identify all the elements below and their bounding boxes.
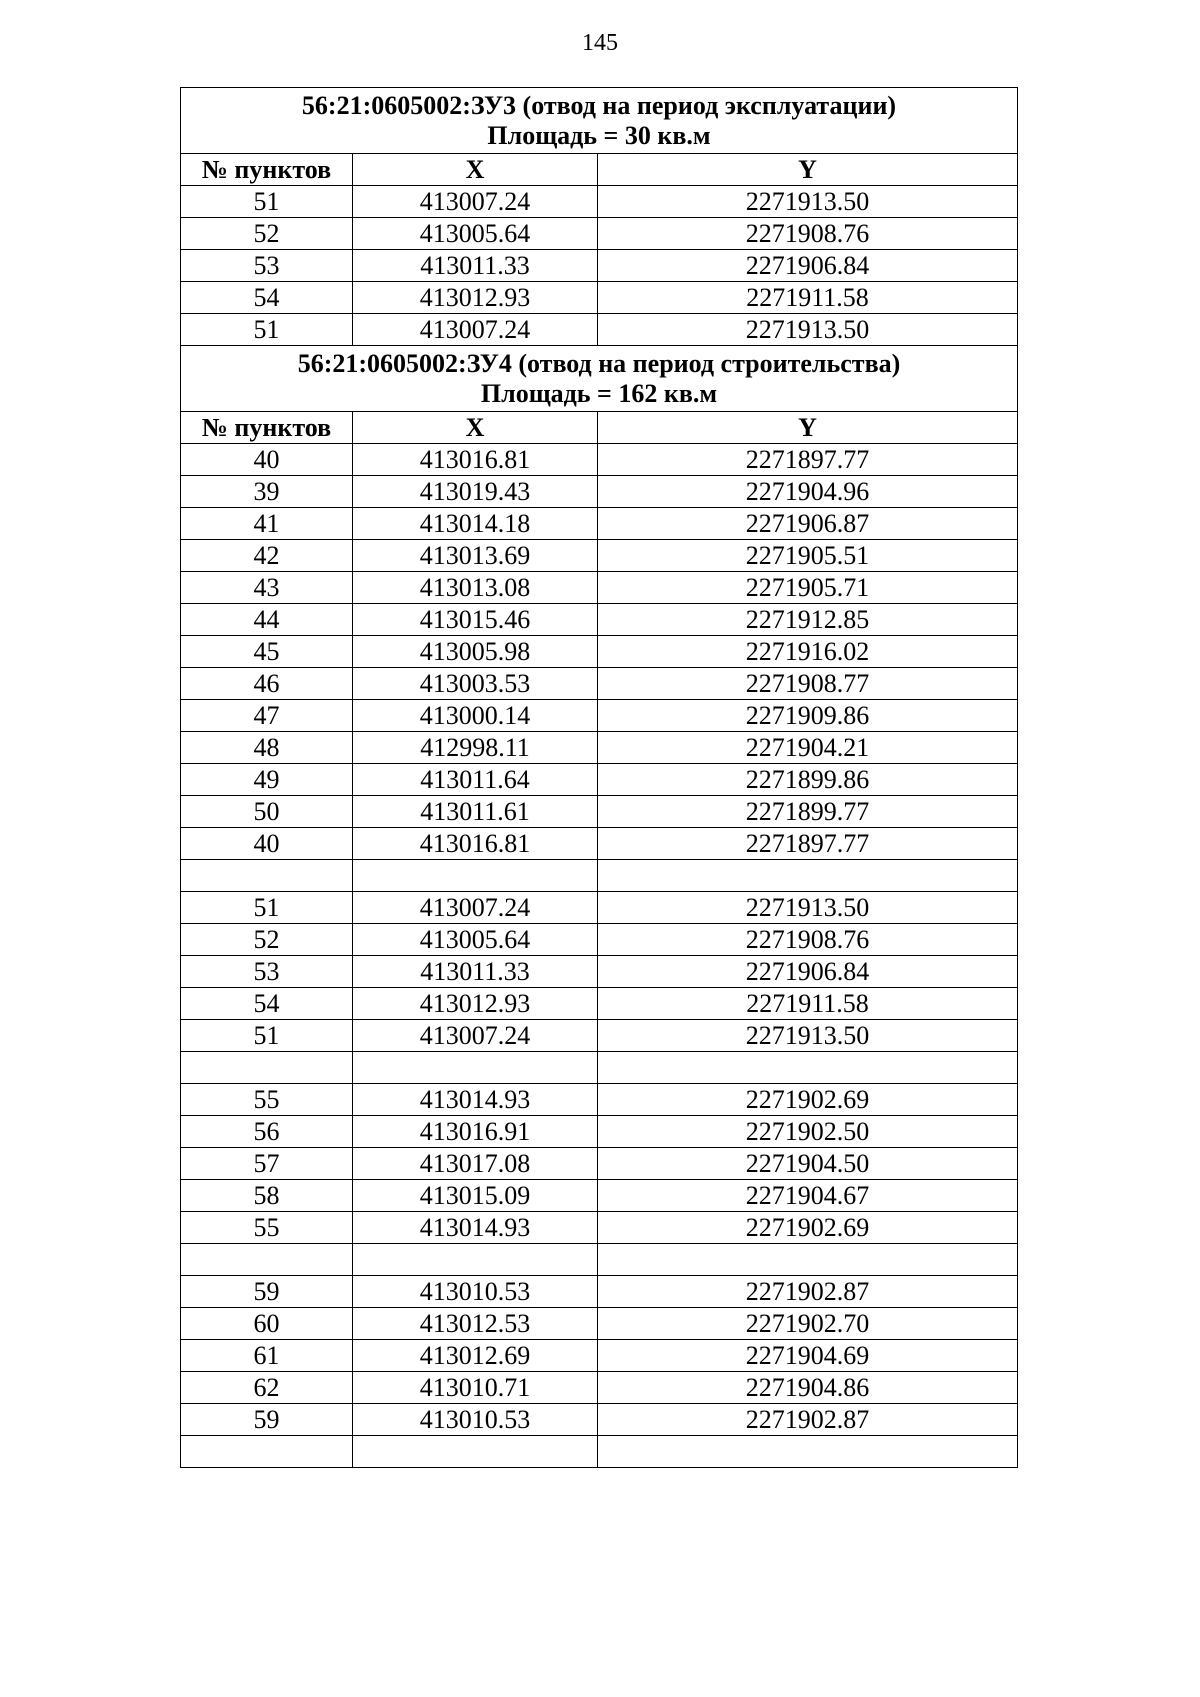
table-row bbox=[181, 1436, 1018, 1468]
x-cell: 413012.93 bbox=[353, 282, 598, 314]
x-cell: 413011.33 bbox=[353, 250, 598, 282]
table-row bbox=[181, 218, 1018, 250]
y-cell: 2271906.84 bbox=[598, 250, 1018, 282]
point-cell: 51 bbox=[181, 186, 353, 218]
table-row bbox=[181, 572, 1018, 604]
y-cell: 2271913.50 bbox=[598, 314, 1018, 346]
point-cell: 59 bbox=[181, 1276, 353, 1308]
x-cell bbox=[353, 860, 598, 892]
x-cell: 413005.64 bbox=[353, 924, 598, 956]
x-cell: 413013.08 bbox=[353, 572, 598, 604]
point-cell bbox=[181, 860, 353, 892]
point-cell: 42 bbox=[181, 540, 353, 572]
point-cell: 58 bbox=[181, 1180, 353, 1212]
table-row bbox=[181, 764, 1018, 796]
y-cell: 2271906.84 bbox=[598, 956, 1018, 988]
table-row bbox=[181, 604, 1018, 636]
x-cell: 413010.71 bbox=[353, 1372, 598, 1404]
table-row bbox=[181, 1212, 1018, 1244]
point-cell bbox=[181, 1052, 353, 1084]
x-cell: 413011.33 bbox=[353, 956, 598, 988]
y-cell: 2271913.50 bbox=[598, 892, 1018, 924]
table-row bbox=[181, 1020, 1018, 1052]
table-row bbox=[181, 1340, 1018, 1372]
point-cell: 39 bbox=[181, 476, 353, 508]
coordinates-table bbox=[180, 87, 1018, 1468]
table-row bbox=[181, 1404, 1018, 1436]
x-column-header: X bbox=[353, 412, 598, 444]
point-cell: 40 bbox=[181, 828, 353, 860]
x-cell: 413012.93 bbox=[353, 988, 598, 1020]
x-cell: 413012.53 bbox=[353, 1308, 598, 1340]
table-row bbox=[181, 282, 1018, 314]
x-cell: 413019.43 bbox=[353, 476, 598, 508]
table-row bbox=[181, 476, 1018, 508]
x-cell bbox=[353, 1436, 598, 1468]
x-cell: 413005.98 bbox=[353, 636, 598, 668]
x-cell: 413007.24 bbox=[353, 1020, 598, 1052]
y-cell bbox=[598, 1244, 1018, 1276]
x-cell: 413011.61 bbox=[353, 796, 598, 828]
point-cell: 62 bbox=[181, 1372, 353, 1404]
point-cell: 54 bbox=[181, 988, 353, 1020]
coordinates-table-body bbox=[181, 88, 1018, 1468]
x-cell bbox=[353, 1052, 598, 1084]
x-cell: 412998.11 bbox=[353, 732, 598, 764]
y-cell: 2271902.87 bbox=[598, 1404, 1018, 1436]
point-column-header: № пунктов bbox=[181, 154, 353, 186]
y-cell bbox=[598, 1436, 1018, 1468]
y-cell: 2271908.77 bbox=[598, 668, 1018, 700]
table-row bbox=[181, 314, 1018, 346]
x-cell: 413015.46 bbox=[353, 604, 598, 636]
x-cell: 413010.53 bbox=[353, 1276, 598, 1308]
x-cell: 413015.09 bbox=[353, 1180, 598, 1212]
y-cell: 2271911.58 bbox=[598, 988, 1018, 1020]
y-cell: 2271908.76 bbox=[598, 924, 1018, 956]
table-row bbox=[181, 540, 1018, 572]
y-cell bbox=[598, 1052, 1018, 1084]
y-cell: 2271899.86 bbox=[598, 764, 1018, 796]
x-cell: 413003.53 bbox=[353, 668, 598, 700]
table-row bbox=[181, 1244, 1018, 1276]
y-cell: 2271904.67 bbox=[598, 1180, 1018, 1212]
y-cell: 2271902.69 bbox=[598, 1212, 1018, 1244]
x-cell: 413014.93 bbox=[353, 1084, 598, 1116]
point-cell: 54 bbox=[181, 282, 353, 314]
table-row bbox=[181, 186, 1018, 218]
y-cell: 2271908.76 bbox=[598, 218, 1018, 250]
y-cell: 2271909.86 bbox=[598, 700, 1018, 732]
y-cell: 2271913.50 bbox=[598, 186, 1018, 218]
point-cell: 44 bbox=[181, 604, 353, 636]
table-row bbox=[181, 1052, 1018, 1084]
table-row bbox=[181, 796, 1018, 828]
point-cell: 51 bbox=[181, 314, 353, 346]
point-cell: 59 bbox=[181, 1404, 353, 1436]
x-cell: 413010.53 bbox=[353, 1404, 598, 1436]
point-cell bbox=[181, 1244, 353, 1276]
parcel-area: Площадь = 162 кв.м bbox=[480, 378, 718, 408]
x-cell: 413005.64 bbox=[353, 218, 598, 250]
parcel-title: 56:21:0605002:ЗУ4 (отвод на период строительства) bbox=[297, 348, 901, 378]
table-row bbox=[181, 732, 1018, 764]
y-cell: 2271902.87 bbox=[598, 1276, 1018, 1308]
x-cell: 413014.93 bbox=[353, 1212, 598, 1244]
x-cell: 413016.81 bbox=[353, 828, 598, 860]
x-cell: 413014.18 bbox=[353, 508, 598, 540]
table-row bbox=[181, 828, 1018, 860]
y-cell: 2271916.02 bbox=[598, 636, 1018, 668]
x-cell: 413007.24 bbox=[353, 186, 598, 218]
x-cell: 413012.69 bbox=[353, 1340, 598, 1372]
y-cell: 2271902.50 bbox=[598, 1116, 1018, 1148]
x-cell: 413007.24 bbox=[353, 314, 598, 346]
y-column-header: Y bbox=[598, 412, 1018, 444]
table-row bbox=[181, 1276, 1018, 1308]
table-row bbox=[181, 1148, 1018, 1180]
point-column-header: № пунктов bbox=[181, 412, 353, 444]
y-cell: 2271904.50 bbox=[598, 1148, 1018, 1180]
y-cell: 2271902.70 bbox=[598, 1308, 1018, 1340]
table-row bbox=[181, 1372, 1018, 1404]
point-cell: 52 bbox=[181, 924, 353, 956]
point-cell: 43 bbox=[181, 572, 353, 604]
y-cell: 2271902.69 bbox=[598, 1084, 1018, 1116]
y-cell: 2271899.77 bbox=[598, 796, 1018, 828]
point-cell: 41 bbox=[181, 508, 353, 540]
x-cell: 413016.91 bbox=[353, 1116, 598, 1148]
point-cell: 40 bbox=[181, 444, 353, 476]
point-cell: 48 bbox=[181, 732, 353, 764]
table-row bbox=[181, 1180, 1018, 1212]
x-cell bbox=[353, 1244, 598, 1276]
y-cell: 2271897.77 bbox=[598, 444, 1018, 476]
x-cell: 413016.81 bbox=[353, 444, 598, 476]
x-cell: 413007.24 bbox=[353, 892, 598, 924]
y-cell: 2271904.21 bbox=[598, 732, 1018, 764]
table-row bbox=[181, 700, 1018, 732]
table-row bbox=[181, 1084, 1018, 1116]
point-cell: 57 bbox=[181, 1148, 353, 1180]
x-cell: 413000.14 bbox=[353, 700, 598, 732]
section-title-cell bbox=[181, 346, 1018, 412]
x-cell: 413017.08 bbox=[353, 1148, 598, 1180]
section-title-row bbox=[181, 346, 1018, 412]
y-cell: 2271905.71 bbox=[598, 572, 1018, 604]
point-cell: 51 bbox=[181, 892, 353, 924]
point-cell: 55 bbox=[181, 1084, 353, 1116]
y-cell: 2271906.87 bbox=[598, 508, 1018, 540]
x-cell: 413013.69 bbox=[353, 540, 598, 572]
column-header-row bbox=[181, 412, 1018, 444]
y-cell: 2271897.77 bbox=[598, 828, 1018, 860]
table-row bbox=[181, 508, 1018, 540]
table-row bbox=[181, 892, 1018, 924]
table-row bbox=[181, 444, 1018, 476]
table-row bbox=[181, 636, 1018, 668]
point-cell bbox=[181, 1436, 353, 1468]
point-cell: 50 bbox=[181, 796, 353, 828]
point-cell: 55 bbox=[181, 1212, 353, 1244]
table-row bbox=[181, 988, 1018, 1020]
y-cell: 2271912.85 bbox=[598, 604, 1018, 636]
column-header-row bbox=[181, 154, 1018, 186]
point-cell: 60 bbox=[181, 1308, 353, 1340]
table-row bbox=[181, 956, 1018, 988]
table-row bbox=[181, 250, 1018, 282]
y-cell: 2271913.50 bbox=[598, 1020, 1018, 1052]
point-cell: 61 bbox=[181, 1340, 353, 1372]
parcel-area: Площадь = 30 кв.м bbox=[487, 120, 711, 150]
point-cell: 45 bbox=[181, 636, 353, 668]
point-cell: 53 bbox=[181, 250, 353, 282]
y-cell: 2271904.96 bbox=[598, 476, 1018, 508]
point-cell: 47 bbox=[181, 700, 353, 732]
y-cell: 2271905.51 bbox=[598, 540, 1018, 572]
point-cell: 53 bbox=[181, 956, 353, 988]
section-title-row bbox=[181, 88, 1018, 154]
x-column-header: X bbox=[353, 154, 598, 186]
table-row bbox=[181, 1308, 1018, 1340]
y-cell: 2271904.69 bbox=[598, 1340, 1018, 1372]
point-cell: 52 bbox=[181, 218, 353, 250]
table-row bbox=[181, 860, 1018, 892]
y-column-header: Y bbox=[598, 154, 1018, 186]
point-cell: 51 bbox=[181, 1020, 353, 1052]
y-cell: 2271904.86 bbox=[598, 1372, 1018, 1404]
y-cell bbox=[598, 860, 1018, 892]
x-cell: 413011.64 bbox=[353, 764, 598, 796]
parcel-title: 56:21:0605002:ЗУ3 (отвод на период эксплуатации) bbox=[301, 90, 897, 120]
y-cell: 2271911.58 bbox=[598, 282, 1018, 314]
point-cell: 49 bbox=[181, 764, 353, 796]
table-row bbox=[181, 1116, 1018, 1148]
table-row bbox=[181, 668, 1018, 700]
page-number: 145 bbox=[582, 30, 618, 56]
point-cell: 46 bbox=[181, 668, 353, 700]
section-title-cell bbox=[181, 88, 1018, 154]
point-cell: 56 bbox=[181, 1116, 353, 1148]
table-row bbox=[181, 924, 1018, 956]
